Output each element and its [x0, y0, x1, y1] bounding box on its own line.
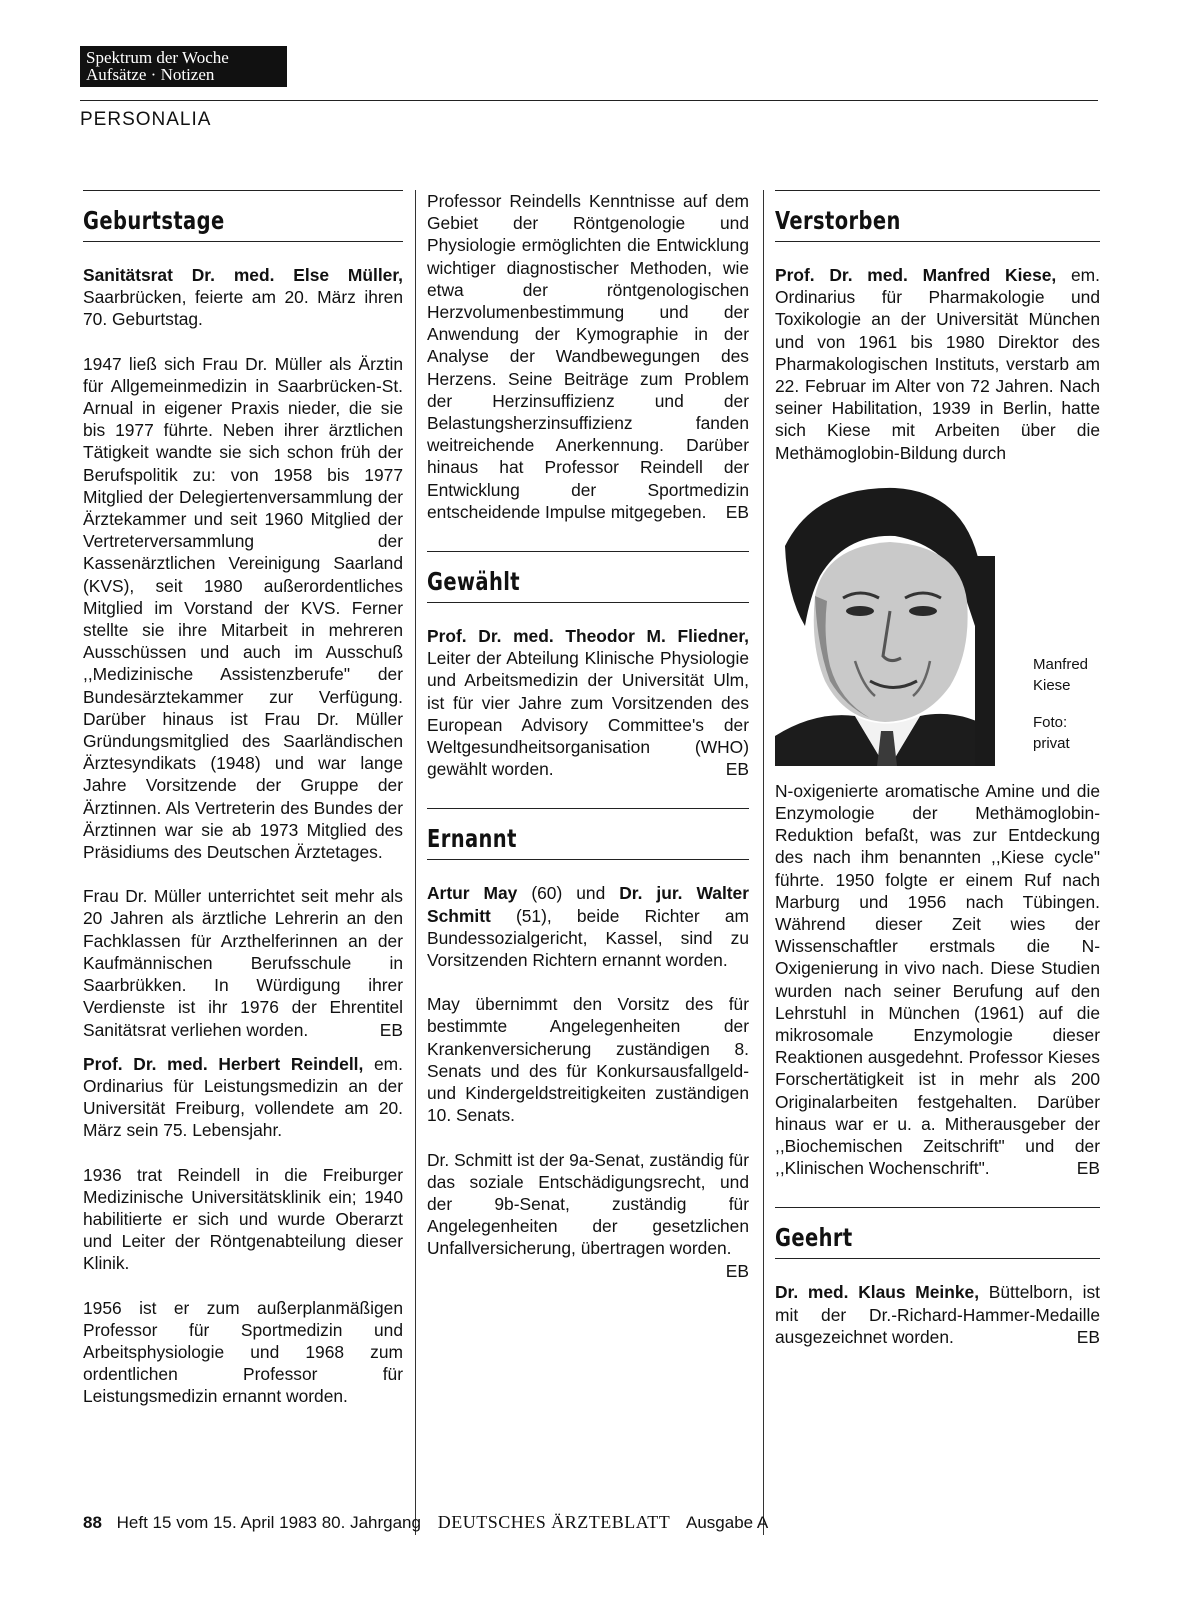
paragraph: 1936 trat Reindell in die Freiburger Medizinische Universitätsklinik ein; 1940 habilitierte er sich und wurde Oberarzt und Leiter der Röntgenabteilung dieser Klinik.: [83, 1164, 403, 1274]
paragraph: [775, 264, 1100, 464]
paragraph-text: (60) und: [517, 883, 620, 904]
person-name: Prof. Dr. med. Herbert Reindell,: [83, 1053, 364, 1074]
portrait-photo: [775, 476, 995, 766]
paragraph: [83, 885, 403, 1040]
photo-caption-name: Manfred Kiese: [1033, 655, 1089, 694]
column-3: [775, 190, 1100, 1370]
author-signature: EB: [1076, 1326, 1100, 1347]
paragraph-text: N-oxigenierte aromatische Amine und die Enzymologie der Methämoglobin-Reduktion befaßt, was zur Entdeckung des nach ihm benannten ,,Kiese cycle" führte. 1950 folgte er einem Ruf nach Marburg und 1956 nach Tübingen. Während dieser Zeit wies der Wissenschaftler erstmals die N-Oxigenierung in vivo nach. Diese Studien wurden nach seiner Berufung auf den Lehrstuhl in München (1961) auf die mikrosomale Enzymologie dieser Reaktionen ausgedehnt. Professor Kieses Forschertätigkeit ist in mehr als 200 Originalarbeiten festgehalten. Darüber hinaus war er u. a. Mitherausgeber der ,,Biochemischen Zeitschrift" und der ,,Klinischen Wochenschrift".: [775, 780, 1100, 1179]
page-footer: [83, 1512, 768, 1533]
person-name: Dr. med. Klaus Meinke,: [775, 1282, 980, 1303]
paragraph: [83, 1053, 403, 1142]
kicker-line-2: Aufsätze · Notizen: [86, 65, 215, 84]
paragraph-text: Professor Reindells Kenntnisse auf dem Gebiet der Röntgenologie und Physiologie ermöglichten die Entwicklung wichtiger diagnostischer Methoden, wie etwa der röntgenologischen Herzvolumenbestimmung und der Anwendung der Kymographie in der Analyse der Wandbewegungen des Herzens. Seine Beiträge zum Problem der Herzinsuffizienz und der Belastungsherzinsuffizienz fanden weitreichende Anerkennung. Darüber hinaus hat Professor Reindell der Entwicklung der Sportmedizin entscheidende Impulse mitgegeben.: [427, 191, 749, 522]
author-signature: EB: [725, 501, 749, 522]
paragraph-text: (51), beide Richter am Bundessozialgericht, Kassel, sind zu Vorsitzenden Richtern ernannt worden.: [427, 905, 749, 971]
section-rule: [427, 602, 749, 603]
photo-caption-credit: Foto: privat: [1033, 713, 1070, 752]
section-rule: [83, 241, 403, 242]
author-signature: EB: [725, 1260, 749, 1281]
author-signature: EB: [725, 759, 749, 780]
column-divider: [763, 190, 764, 1535]
header-rule: [80, 100, 1098, 101]
paragraph: 1947 ließ sich Frau Dr. Müller als Ärztin für Allgemeinmedizin in Saarbrücken-St. Arnual in eigener Praxis nieder, die sie bis 1977 führte. Neben ihrer ärztlichen Tätigkeit wandte sie sich schon früh der Berufspolitik zu: von 1958 bis 1977 Mitglied der Delegiertenversammlung der Ärztekammer und seit 1960 Mitglied der Vertreterversammlung der Kassenärztlichen Vereinigung Saarland (KVS), seit 1980 außerordentliches Mitglied im Vorstand der KVS. Ferner stellte sie ihre Mitarbeit in mehreren Ausschüssen und auch im Ausschuß ,,Medizinische Assistenzberufe" der Bundesärztekammer zur Verfügung. Darüber hinaus ist Frau Dr. Müller Gründungsmitglied des Saarländischen Ärztesyndikats (1948) und war lange Jahre Vorsitzende der Gruppe der Ärztinnen. Als Vertreterin des Bundes der Ärztinnen war sie ab 1973 Mitglied des Präsidiums des Deutschen Ärztetages.: [83, 353, 403, 863]
author-signature: EB: [379, 1019, 403, 1040]
person-name: Sanitätsrat Dr. med. Else Müller,: [83, 265, 403, 285]
paragraph-text: em. Ordinarius für Pharmakologie und Toxikologie an der Universität München und von 1961 bis 1980 Direktor des Pharmakologischen Instituts, verstarb am 22. Februar im Alter von 72 Jahren. Nach seiner Habilitation, 1939 in Berlin, hatte sich Kiese mit Arbeiten über die Methämoglobin-Bildung durch: [775, 265, 1100, 463]
paragraph-text: Saarbrücken, feierte am 20. März ihren 70. Geburtstag.: [83, 287, 403, 330]
page-number: 88: [83, 1513, 102, 1532]
paragraph: [83, 264, 403, 331]
kicker-line-1: Spektrum der Woche: [86, 48, 229, 67]
section-title-verstorben: Verstorben: [775, 206, 901, 235]
section-rule: [775, 1258, 1100, 1259]
paragraph-text: Leiter der Abteilung Klinische Physiologie und Arbeitsmedizin der Universität Ulm, ist für vier Jahre zum Vorsitzenden des European Advisory Committee's der Weltgesundheitsorganisation (WHO) gewählt worden.: [427, 648, 749, 780]
paragraph-text: Büttelborn, ist mit der Dr.-Richard-Hammer-Medaille ausgezeichnet worden.: [775, 1282, 1100, 1347]
section-title-geehrt: Geehrt: [775, 1223, 853, 1253]
paragraph: May übernimmt den Vorsitz des für bestimmte Angelegenheiten der Krankenversicherung zuständigen 8. Senats und des für Konkursausfallgeld- und Kindergeldstreitigkeiten zuständigen 10. Senats.: [427, 994, 749, 1126]
person-name: Dr. jur. Walter Schmitt: [427, 883, 750, 926]
magazine-name: DEUTSCHES ÄRZTEBLATT: [437, 1512, 671, 1532]
section-title-geburtstage: Geburtstage: [83, 206, 225, 235]
issue-info: Heft 15 vom 15. April 1983 80. Jahrgang: [116, 1513, 421, 1532]
section-title-ernannt: Ernannt: [427, 824, 517, 854]
paragraph-text: Dr. Schmitt ist der 9a-Senat, zuständig für das soziale Entschädigungsrecht, und der 9b-Senat, zuständig für Angelegenheiten der gesetzlichen Unfallversicherung, übertragen worden.: [427, 1149, 749, 1259]
section-rule: [427, 859, 749, 860]
person-name: Prof. Dr. med. Theodor M. Fliedner,: [427, 626, 749, 647]
column-1: [83, 190, 403, 1408]
column-divider: [415, 190, 416, 1535]
paragraph: [427, 190, 749, 523]
section-rule: [775, 241, 1100, 242]
section-kicker: [80, 46, 287, 87]
paragraph: 1956 ist er zum außerplanmäßigen Professor für Sportmedizin und Arbeitsphysiologie und 1968 zum ordentlichen Professor für Leistungsmedizin ernannt worden.: [83, 1297, 403, 1407]
portrait-figure: [775, 476, 1100, 766]
paragraph-text: Frau Dr. Müller unterrichtet seit mehr als 20 Jahren als ärztliche Lehrerin an den Fachklassen für Arzthelferinnen an der Kaufmännischen Berufsschule in Saarbrükken. In Würdigung ihrer Verdienste ist ihr 1976 der Ehrentitel Sanitätsrat verliehen worden.: [83, 886, 403, 1040]
person-name: Prof. Dr. med. Manfred Kiese,: [775, 265, 1057, 285]
paragraph: [775, 1281, 1100, 1348]
paragraph: [427, 625, 749, 780]
edition-info: Ausgabe A: [686, 1513, 769, 1532]
paragraph: [427, 882, 749, 971]
paragraph: [427, 1149, 749, 1281]
section-title-gewaehlt: Gewählt: [427, 567, 521, 597]
rubric-title: PERSONALIA: [80, 109, 212, 130]
column-2: [427, 190, 749, 1282]
person-name: Artur May: [427, 883, 518, 904]
paragraph-text: em. Ordinarius für Leistungsmedizin an der Universität Freiburg, vollendete am 20. März sein 75. Lebensjahr.: [83, 1053, 403, 1141]
paragraph: [775, 780, 1100, 1180]
author-signature: EB: [1076, 1158, 1100, 1179]
